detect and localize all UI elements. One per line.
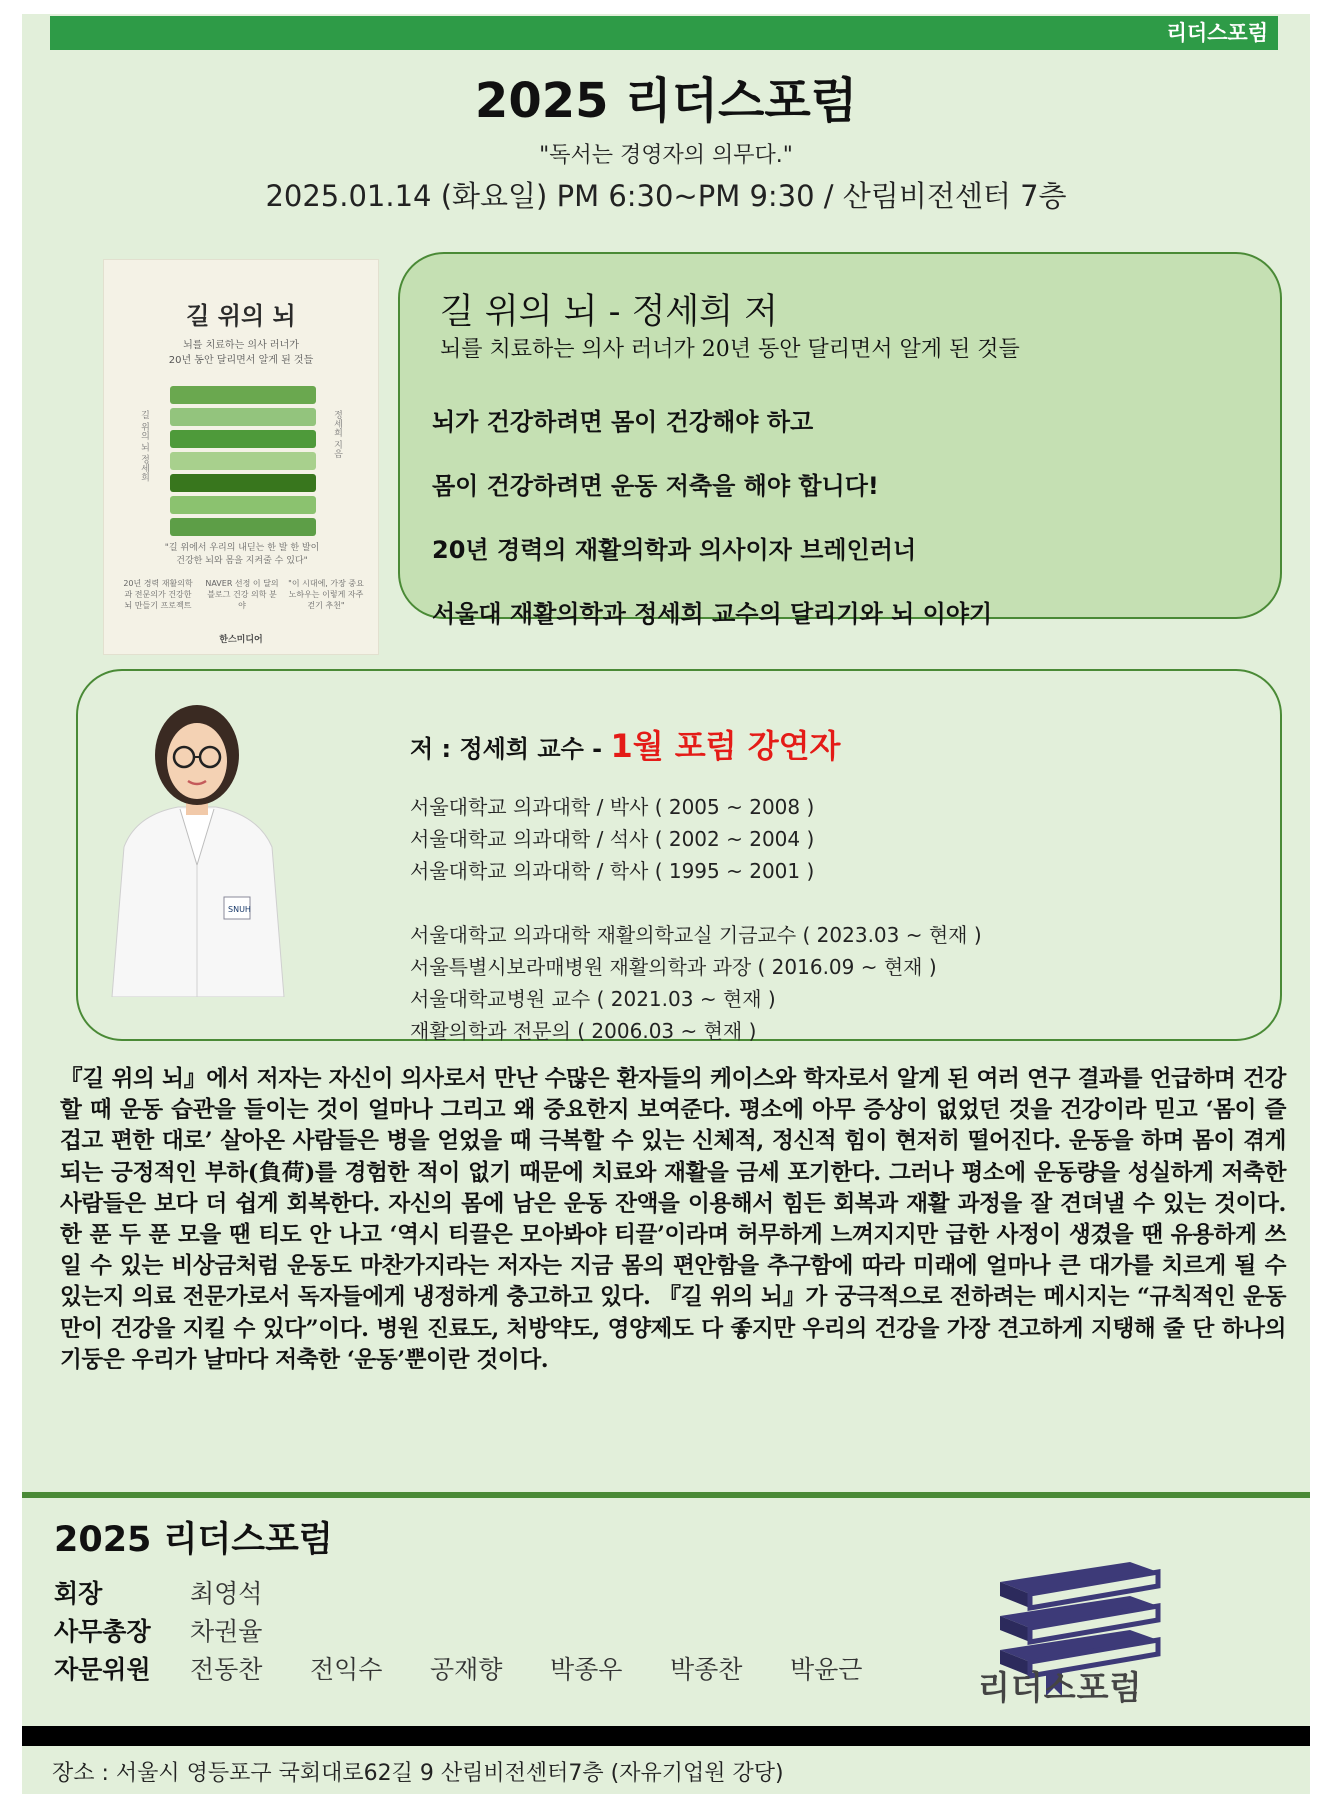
credential-line: 서울특별시보라매병원 재활의학과 과장 ( 2016.09 ~ 현재 )	[410, 955, 937, 979]
book-highlight-line: 몸이 건강하려면 운동 저축을 해야 합니다!	[432, 472, 879, 500]
logo-text: 리더스포럼	[978, 1668, 1143, 1707]
credential-line: 서울대학교 의과대학 / 학사 ( 1995 ~ 2001 )	[410, 859, 815, 883]
book-cover-subtitle-2: 20년 동안 달리면서 알게 된 것들	[168, 355, 314, 366]
badge-text: SNUH	[228, 905, 251, 914]
book-stripe	[170, 452, 316, 470]
advisor-name: 전익수	[310, 1655, 383, 1684]
book-cover-title: 길 위의 뇌	[186, 302, 296, 330]
chair-label: 회장	[54, 1579, 103, 1608]
divider-green	[22, 1492, 1310, 1498]
book-cover-image	[103, 259, 379, 655]
secretary-label: 사무총장	[54, 1617, 151, 1646]
secretary-name: 차권율	[190, 1617, 263, 1646]
chair-name: 최영석	[190, 1579, 263, 1608]
book-description: 『길 위의 뇌』에서 저자는 자신이 의사로서 만난 수많은 환자들의 케이스와 학자로서 알게 된 여러 연구 결과를 언급하며 건강할 때 운동 습관을 들이는 것이 얼마나 그리고 왜 중요한지 보여준다. 평소에 아무 증상이 없었던 것을 건강이라 믿고 ‘몸이 즐겁고 편한 대로’ 살아온 사람들은 병을 얻었을 때 극복할 수 있는 신체적, 정신적 힘이 현저히 떨어진다. 운동을 하며 몸이 겪게 되는 긍정적인 부하(負荷)를 경험한 적이 없기 때문에 치료와 재활을 금세 포기한다. 그러나 평소에 운동량을 성실하게 저축한 사람들은 보다 더 쉽게 회복한다. 자신의 몸에 남은 운동 잔액을 이용해서 힘든 회복과 재활 과정을 잘 견뎌낼 수 있는 것이다. 한 푼 두 푼 모을 땐 티도 안 나고 ‘역시 티끌은 모아봐야 티끌’이라며 허무하게 느껴지지만 급한 사정이 생겼을 땐 유용하게 쓰일 수 있는 비상금처럼 운동도 마찬가지라는 저자는 지금 몸의 편안함을 추구함에 따라 미래에 얼마나 큰 대가를 치르게 될 수 있는지 의료 전문가로서 독자들에게 냉정하게 충고하고 있다. 『길 위의 뇌』가 궁극적으로 전하려는 메시지는 “규칙적인 운동만이 건강을 지킬 수 있다”이다. 병원 진료도, 처방약도, 영양제도 다 좋지만 우리의 건강을 가장 견고하게 지탱해 줄 단 하나의 기둥은 우리가 날마다 저축한 ‘운동’뿐이란 것이다.	[60, 1066, 1286, 1373]
credential-line: 재활의학과 전문의 ( 2006.03 ~ 현재 )	[410, 1019, 757, 1043]
book-cover-quote-2: 건강한 뇌와 몸을 지켜줄 수 있다"	[176, 556, 308, 566]
advisor-name: 박종우	[550, 1655, 623, 1684]
page-title: 2025 리더스포럼	[474, 73, 858, 129]
secretary-row	[54, 1612, 310, 1648]
book-cover-quote	[134, 542, 350, 568]
advisor-name: 공재향	[430, 1655, 503, 1684]
credential-line: 서울대학교 의과대학 / 박사 ( 2005 ~ 2008 )	[410, 795, 815, 819]
footer-title: 2025 리더스포럼	[54, 1520, 333, 1560]
credential-line: 서울대학교 의과대학 / 석사 ( 2002 ~ 2004 )	[410, 827, 815, 851]
book-publisher: 한스미디어	[219, 635, 263, 645]
book-cover-quote-1: "길 위에서 우리의 내딛는 한 발 한 발이	[164, 543, 320, 553]
book-info-box	[398, 252, 1282, 628]
speaker-info-box	[76, 669, 1282, 1041]
book-subtitle: 뇌를 치료하는 의사 러너가 20년 동안 달리면서 알게 된 것들	[440, 337, 1020, 362]
book-stripe	[170, 496, 316, 514]
book-cover-subtitle	[104, 338, 378, 368]
book-stripe	[170, 474, 316, 492]
advisors-row	[54, 1650, 910, 1686]
book-stripe	[170, 430, 316, 448]
event-datetime: 2025.01.14 (화요일) PM 6:30~PM 9:30 / 산림비전센터 7층	[265, 179, 1067, 213]
speaker-highlight: 1월 포럼 강연자	[610, 727, 841, 765]
book-highlight-line: 뇌가 건강하려면 몸이 건강해야 하고	[432, 408, 814, 436]
book-stripe	[170, 408, 316, 426]
divider-black	[22, 1726, 1310, 1746]
banner-label: 리더스포럼	[1166, 21, 1268, 45]
laurel-badge: "이 시대에, 가장 중요 노하우는 이렇게 자주 걷기 추천"	[288, 579, 364, 610]
speaker-heading	[410, 721, 840, 767]
speaker-name: 저 : 정세희 교수 -	[410, 735, 603, 763]
advisor-name: 전동찬	[190, 1655, 263, 1684]
book-highlight-line: 20년 경력의 재활의학과 의사이자 브레인러너	[432, 536, 917, 564]
advisors-label: 자문위원	[54, 1655, 151, 1684]
book-stripe	[170, 518, 316, 536]
speaker-photo	[106, 697, 288, 997]
book-heading: 길 위의 뇌 - 정세희 저	[440, 292, 778, 332]
motto: "독서는 경영자의 의무다."	[539, 143, 793, 168]
book-spine-text-right: 정세희 지음	[332, 410, 342, 458]
advisor-name: 박종찬	[670, 1655, 743, 1684]
book-cover-subtitle-1: 뇌를 치료하는 의사 러너가	[183, 340, 299, 351]
laurel-badge: 20년 경력 재활의학과 전문의가 건강한 뇌 만들기 프로젝트	[123, 579, 193, 610]
book-cover-badges	[120, 578, 364, 611]
advisor-name: 박윤근	[790, 1655, 863, 1684]
book-highlight-line: 서울대 재활의학과 정세희 교수의 달리기와 뇌 이야기	[432, 600, 993, 628]
flyer-page	[22, 14, 1310, 1794]
location: 장소 : 서울시 영등포구 국회대로62길 9 산림비전센터7층 (자유기업원 강당)	[52, 1761, 784, 1786]
top-banner	[50, 16, 1278, 50]
laurel-badge: NAVER 선정 이 달의 블로그 건강 의학 분야	[205, 579, 279, 610]
book-spine-text-left: 길 위의 뇌 정세희	[139, 410, 149, 482]
credential-line: 서울대학교병원 교수 ( 2021.03 ~ 현재 )	[410, 987, 776, 1011]
credential-line: 서울대학교 의과대학 재활의학교실 기금교수 ( 2023.03 ~ 현재 )	[410, 923, 982, 947]
book-stripe	[170, 386, 316, 404]
chair-row	[54, 1574, 310, 1610]
